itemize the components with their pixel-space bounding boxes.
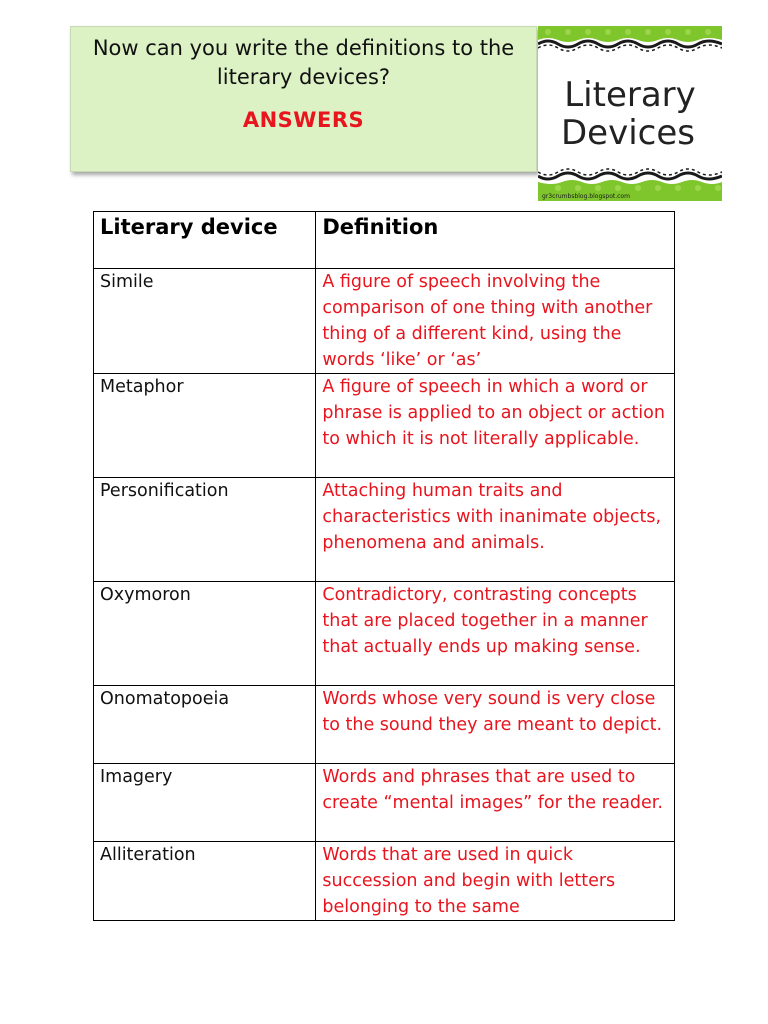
logo-graphic [538,26,722,201]
table-row [94,686,675,764]
logo-credit: gr3crumbsblog.blogspot.com [542,193,630,200]
table-row [94,374,675,478]
device-name: Alliteration [94,842,316,921]
title-banner [70,26,537,172]
logo-text-line1: Literary [564,75,696,115]
logo-text-line2: Devices [561,113,695,153]
device-definition: A figure of speech in which a word or phrase is applied to an object or action to which it is not literally applicable. [316,374,675,478]
table-row [94,478,675,582]
device-name: Imagery [94,764,316,842]
device-definition: Attaching human traits and characteristics with inanimate objects, phenomena and animals. [316,478,675,582]
table-header-row [94,212,675,269]
table-row [94,842,675,921]
table-row [94,764,675,842]
device-name: Oxymoron [94,582,316,686]
header-literary-device: Literary device [94,212,316,269]
literary-devices-table [93,211,675,921]
device-definition: A figure of speech involving the comparison of one thing with another thing of a different kind, using the words ‘like’ or ‘as’ [316,269,675,374]
device-name: Simile [94,269,316,374]
device-definition: Words and phrases that are used to create “mental images” for the reader. [316,764,675,842]
device-definition: Contradictory, contrasting concepts that are placed together in a manner that actually ends up making sense. [316,582,675,686]
table-row [94,269,675,374]
literary-devices-logo [538,26,722,201]
device-definition: Words that are used in quick succession and begin with letters belonging to the same [316,842,675,921]
header-definition: Definition [316,212,675,269]
device-definition: Words whose very sound is very close to the sound they are meant to depict. [316,686,675,764]
device-name: Personification [94,478,316,582]
table-row [94,582,675,686]
banner-answers-label: ANSWERS [242,108,365,132]
device-name: Metaphor [94,374,316,478]
device-name: Onomatopoeia [94,686,316,764]
banner-question: Now can you write the definitions to the literary devices? [92,36,515,89]
